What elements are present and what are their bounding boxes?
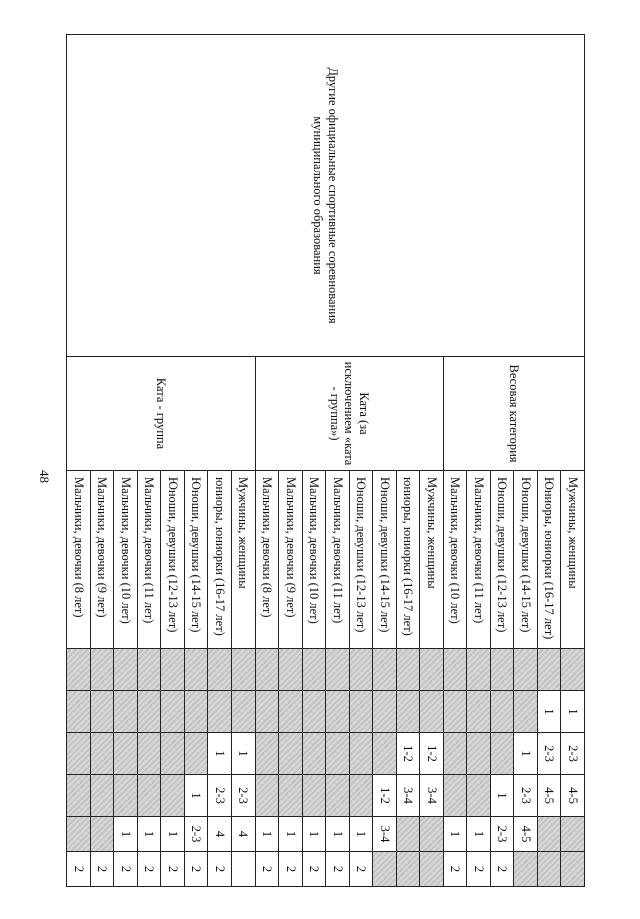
- rank-value-cell: [537, 649, 561, 691]
- rank-value-cell: 1: [537, 691, 561, 733]
- rank-value-cell: [373, 649, 397, 691]
- rank-value-cell: [373, 852, 397, 887]
- age-category-cell: Юноши, девушки (14-15 лет): [184, 471, 208, 649]
- rank-value-cell: 2-3: [537, 733, 561, 775]
- rank-value-cell: [137, 775, 161, 817]
- rank-value-cell: 2-3: [208, 775, 232, 817]
- rank-value-cell: [561, 817, 585, 852]
- rank-value-cell: [161, 649, 185, 691]
- rank-value-cell: 1: [184, 775, 208, 817]
- rank-value-cell: 1: [514, 733, 538, 775]
- age-category-cell: юниоры, юниорки (16-17 лет): [396, 471, 420, 649]
- rank-value-cell: 2-3: [514, 775, 538, 817]
- rank-value-cell: [279, 691, 303, 733]
- rank-value-cell: 1: [208, 733, 232, 775]
- rank-value-cell: 2: [161, 852, 185, 887]
- age-category-cell: Мальчики, девочки (8 лет): [67, 471, 91, 649]
- rank-value-cell: [137, 649, 161, 691]
- rank-value-cell: [114, 775, 138, 817]
- age-category-cell: Мужчины, женщины: [561, 471, 585, 649]
- rank-value-cell: 4: [208, 817, 232, 852]
- rank-value-cell: 2: [349, 852, 373, 887]
- rank-value-cell: [90, 733, 114, 775]
- rank-value-cell: 2: [443, 852, 467, 887]
- rank-value-cell: [490, 649, 514, 691]
- rank-value-cell: [443, 775, 467, 817]
- rank-value-cell: 2: [255, 852, 279, 887]
- age-category-cell: Мужчины, женщины: [420, 471, 444, 649]
- rank-value-cell: [443, 733, 467, 775]
- rank-value-cell: [490, 733, 514, 775]
- rank-value-cell: [326, 733, 350, 775]
- rank-value-cell: [184, 649, 208, 691]
- rank-value-cell: 1: [561, 691, 585, 733]
- rank-value-cell: 1: [232, 733, 256, 775]
- rank-value-cell: 1: [443, 817, 467, 852]
- rank-value-cell: [302, 733, 326, 775]
- rank-value-cell: 2: [184, 852, 208, 887]
- rank-value-cell: 2: [114, 852, 138, 887]
- rank-value-cell: [184, 733, 208, 775]
- rank-value-cell: [161, 733, 185, 775]
- rank-value-cell: [279, 733, 303, 775]
- table-body: [67, 35, 585, 887]
- rank-value-cell: [114, 733, 138, 775]
- rank-value-cell: [67, 817, 91, 852]
- rank-value-cell: [396, 691, 420, 733]
- age-category-cell: юниоры, юниорки (16-17 лет): [208, 471, 232, 649]
- age-category-cell: Юниоры, юниорки (16-17 лет): [537, 471, 561, 649]
- rank-value-cell: [561, 649, 585, 691]
- rank-value-cell: 4-5: [537, 775, 561, 817]
- rank-value-cell: [255, 733, 279, 775]
- rank-value-cell: [90, 817, 114, 852]
- rank-value-cell: [349, 649, 373, 691]
- rank-value-cell: [161, 691, 185, 733]
- rank-value-cell: [467, 733, 491, 775]
- rank-value-cell: [373, 691, 397, 733]
- rank-value-cell: 3-4: [373, 817, 397, 852]
- rank-value-cell: [514, 691, 538, 733]
- rank-value-cell: [67, 733, 91, 775]
- age-category-cell: Мальчики, девочки (9 лет): [90, 471, 114, 649]
- rank-value-cell: 2: [326, 852, 350, 887]
- rank-value-cell: [514, 852, 538, 887]
- rank-value-cell: [67, 775, 91, 817]
- rank-value-cell: 1: [114, 817, 138, 852]
- rank-value-cell: [443, 691, 467, 733]
- rank-value-cell: [467, 691, 491, 733]
- rank-value-cell: [255, 649, 279, 691]
- age-category-cell: Юноши, девушки (14-15 лет): [514, 471, 538, 649]
- rank-value-cell: 1: [326, 817, 350, 852]
- rank-value-cell: [184, 691, 208, 733]
- rank-value-cell: [326, 649, 350, 691]
- competition-name-cell: Другие официальные спортивные соревнования муниципального образования: [67, 35, 585, 357]
- rank-value-cell: 1: [279, 817, 303, 852]
- rank-value-cell: 2: [490, 852, 514, 887]
- rank-value-cell: [467, 649, 491, 691]
- age-category-cell: Мальчики, девочки (10 лет): [302, 471, 326, 649]
- rank-value-cell: [114, 649, 138, 691]
- rank-value-cell: 3-4: [420, 775, 444, 817]
- rank-value-cell: [255, 691, 279, 733]
- rank-value-cell: [349, 733, 373, 775]
- rank-value-cell: [561, 852, 585, 887]
- rank-value-cell: [232, 852, 256, 887]
- rank-value-cell: [373, 733, 397, 775]
- page-number: 48: [37, 470, 52, 483]
- rank-value-cell: 1: [349, 817, 373, 852]
- discipline-group-cell: Весовая категория: [443, 357, 584, 471]
- age-category-cell: Мальчики, девочки (10 лет): [114, 471, 138, 649]
- rank-value-cell: 1: [490, 775, 514, 817]
- rank-value-cell: 2: [67, 852, 91, 887]
- age-category-cell: Мальчики, девочки (11 лет): [137, 471, 161, 649]
- rank-value-cell: 2-3: [232, 775, 256, 817]
- age-category-cell: Юноши, девушки (12-13 лет): [349, 471, 373, 649]
- rank-value-cell: 4: [232, 817, 256, 852]
- rank-value-cell: 2: [467, 852, 491, 887]
- rank-value-cell: [90, 691, 114, 733]
- rank-value-cell: [208, 649, 232, 691]
- rank-value-cell: 2: [90, 852, 114, 887]
- rank-value-cell: [302, 775, 326, 817]
- rank-value-cell: 1: [161, 817, 185, 852]
- rank-value-cell: [514, 649, 538, 691]
- age-category-cell: Мальчики, девочки (9 лет): [279, 471, 303, 649]
- rank-value-cell: [279, 649, 303, 691]
- rank-value-cell: [537, 852, 561, 887]
- rank-value-cell: [490, 691, 514, 733]
- rank-value-cell: [396, 649, 420, 691]
- rank-value-cell: 1: [255, 817, 279, 852]
- age-category-cell: Юноши, девушки (12-13 лет): [161, 471, 185, 649]
- rank-value-cell: 2-3: [490, 817, 514, 852]
- table-rotation-wrapper: [66, 34, 585, 886]
- discipline-group-cell: Ката (за исключением «ката - группа»): [255, 357, 443, 471]
- rank-value-cell: [90, 775, 114, 817]
- rank-value-cell: 1: [467, 817, 491, 852]
- rank-value-cell: 4-5: [514, 817, 538, 852]
- discipline-group-cell: Ката - группа: [67, 357, 256, 471]
- rank-value-cell: [396, 817, 420, 852]
- rank-value-cell: 1: [137, 817, 161, 852]
- rank-value-cell: [396, 852, 420, 887]
- rank-value-cell: 4-5: [561, 775, 585, 817]
- rank-value-cell: [255, 775, 279, 817]
- age-category-cell: Мальчики, девочки (11 лет): [326, 471, 350, 649]
- age-category-cell: Юноши, девушки (12-13 лет): [490, 471, 514, 649]
- age-category-cell: Мальчики, девочки (11 лет): [467, 471, 491, 649]
- rank-value-cell: [420, 852, 444, 887]
- rotated-table-frame: [66, 34, 585, 886]
- rank-value-cell: [302, 691, 326, 733]
- rank-value-cell: [443, 649, 467, 691]
- rank-value-cell: 2-3: [561, 733, 585, 775]
- age-category-cell: Мужчины, женщины: [232, 471, 256, 649]
- rank-value-cell: [90, 649, 114, 691]
- rank-value-cell: [326, 775, 350, 817]
- age-category-cell: Юноши, девушки (14-15 лет): [373, 471, 397, 649]
- age-category-cell: Мальчики, девочки (8 лет): [255, 471, 279, 649]
- table-row: [561, 35, 585, 887]
- rank-value-cell: 1-2: [420, 733, 444, 775]
- rank-value-cell: 1: [302, 817, 326, 852]
- rank-value-cell: [467, 775, 491, 817]
- rank-value-cell: 2: [137, 852, 161, 887]
- rank-value-cell: [420, 691, 444, 733]
- rank-value-cell: [349, 775, 373, 817]
- rank-value-cell: [302, 649, 326, 691]
- rank-value-cell: [349, 691, 373, 733]
- rank-value-cell: [161, 775, 185, 817]
- rank-value-cell: 2: [208, 852, 232, 887]
- rank-value-cell: [420, 649, 444, 691]
- rank-value-cell: [114, 691, 138, 733]
- sports-rank-table: [66, 34, 585, 887]
- rank-value-cell: [208, 691, 232, 733]
- rank-value-cell: [137, 733, 161, 775]
- rank-value-cell: [537, 817, 561, 852]
- rank-value-cell: [326, 691, 350, 733]
- age-category-cell: Мальчики, девочки (10 лет): [443, 471, 467, 649]
- rank-value-cell: 3-4: [396, 775, 420, 817]
- rank-value-cell: 2: [302, 852, 326, 887]
- rank-value-cell: 2-3: [184, 817, 208, 852]
- rank-value-cell: [232, 649, 256, 691]
- rank-value-cell: [67, 649, 91, 691]
- rank-value-cell: 1-2: [396, 733, 420, 775]
- rank-value-cell: [420, 817, 444, 852]
- rank-value-cell: 2: [279, 852, 303, 887]
- rank-value-cell: [232, 691, 256, 733]
- rank-value-cell: [137, 691, 161, 733]
- rank-value-cell: 1-2: [373, 775, 397, 817]
- rank-value-cell: [279, 775, 303, 817]
- rank-value-cell: [67, 691, 91, 733]
